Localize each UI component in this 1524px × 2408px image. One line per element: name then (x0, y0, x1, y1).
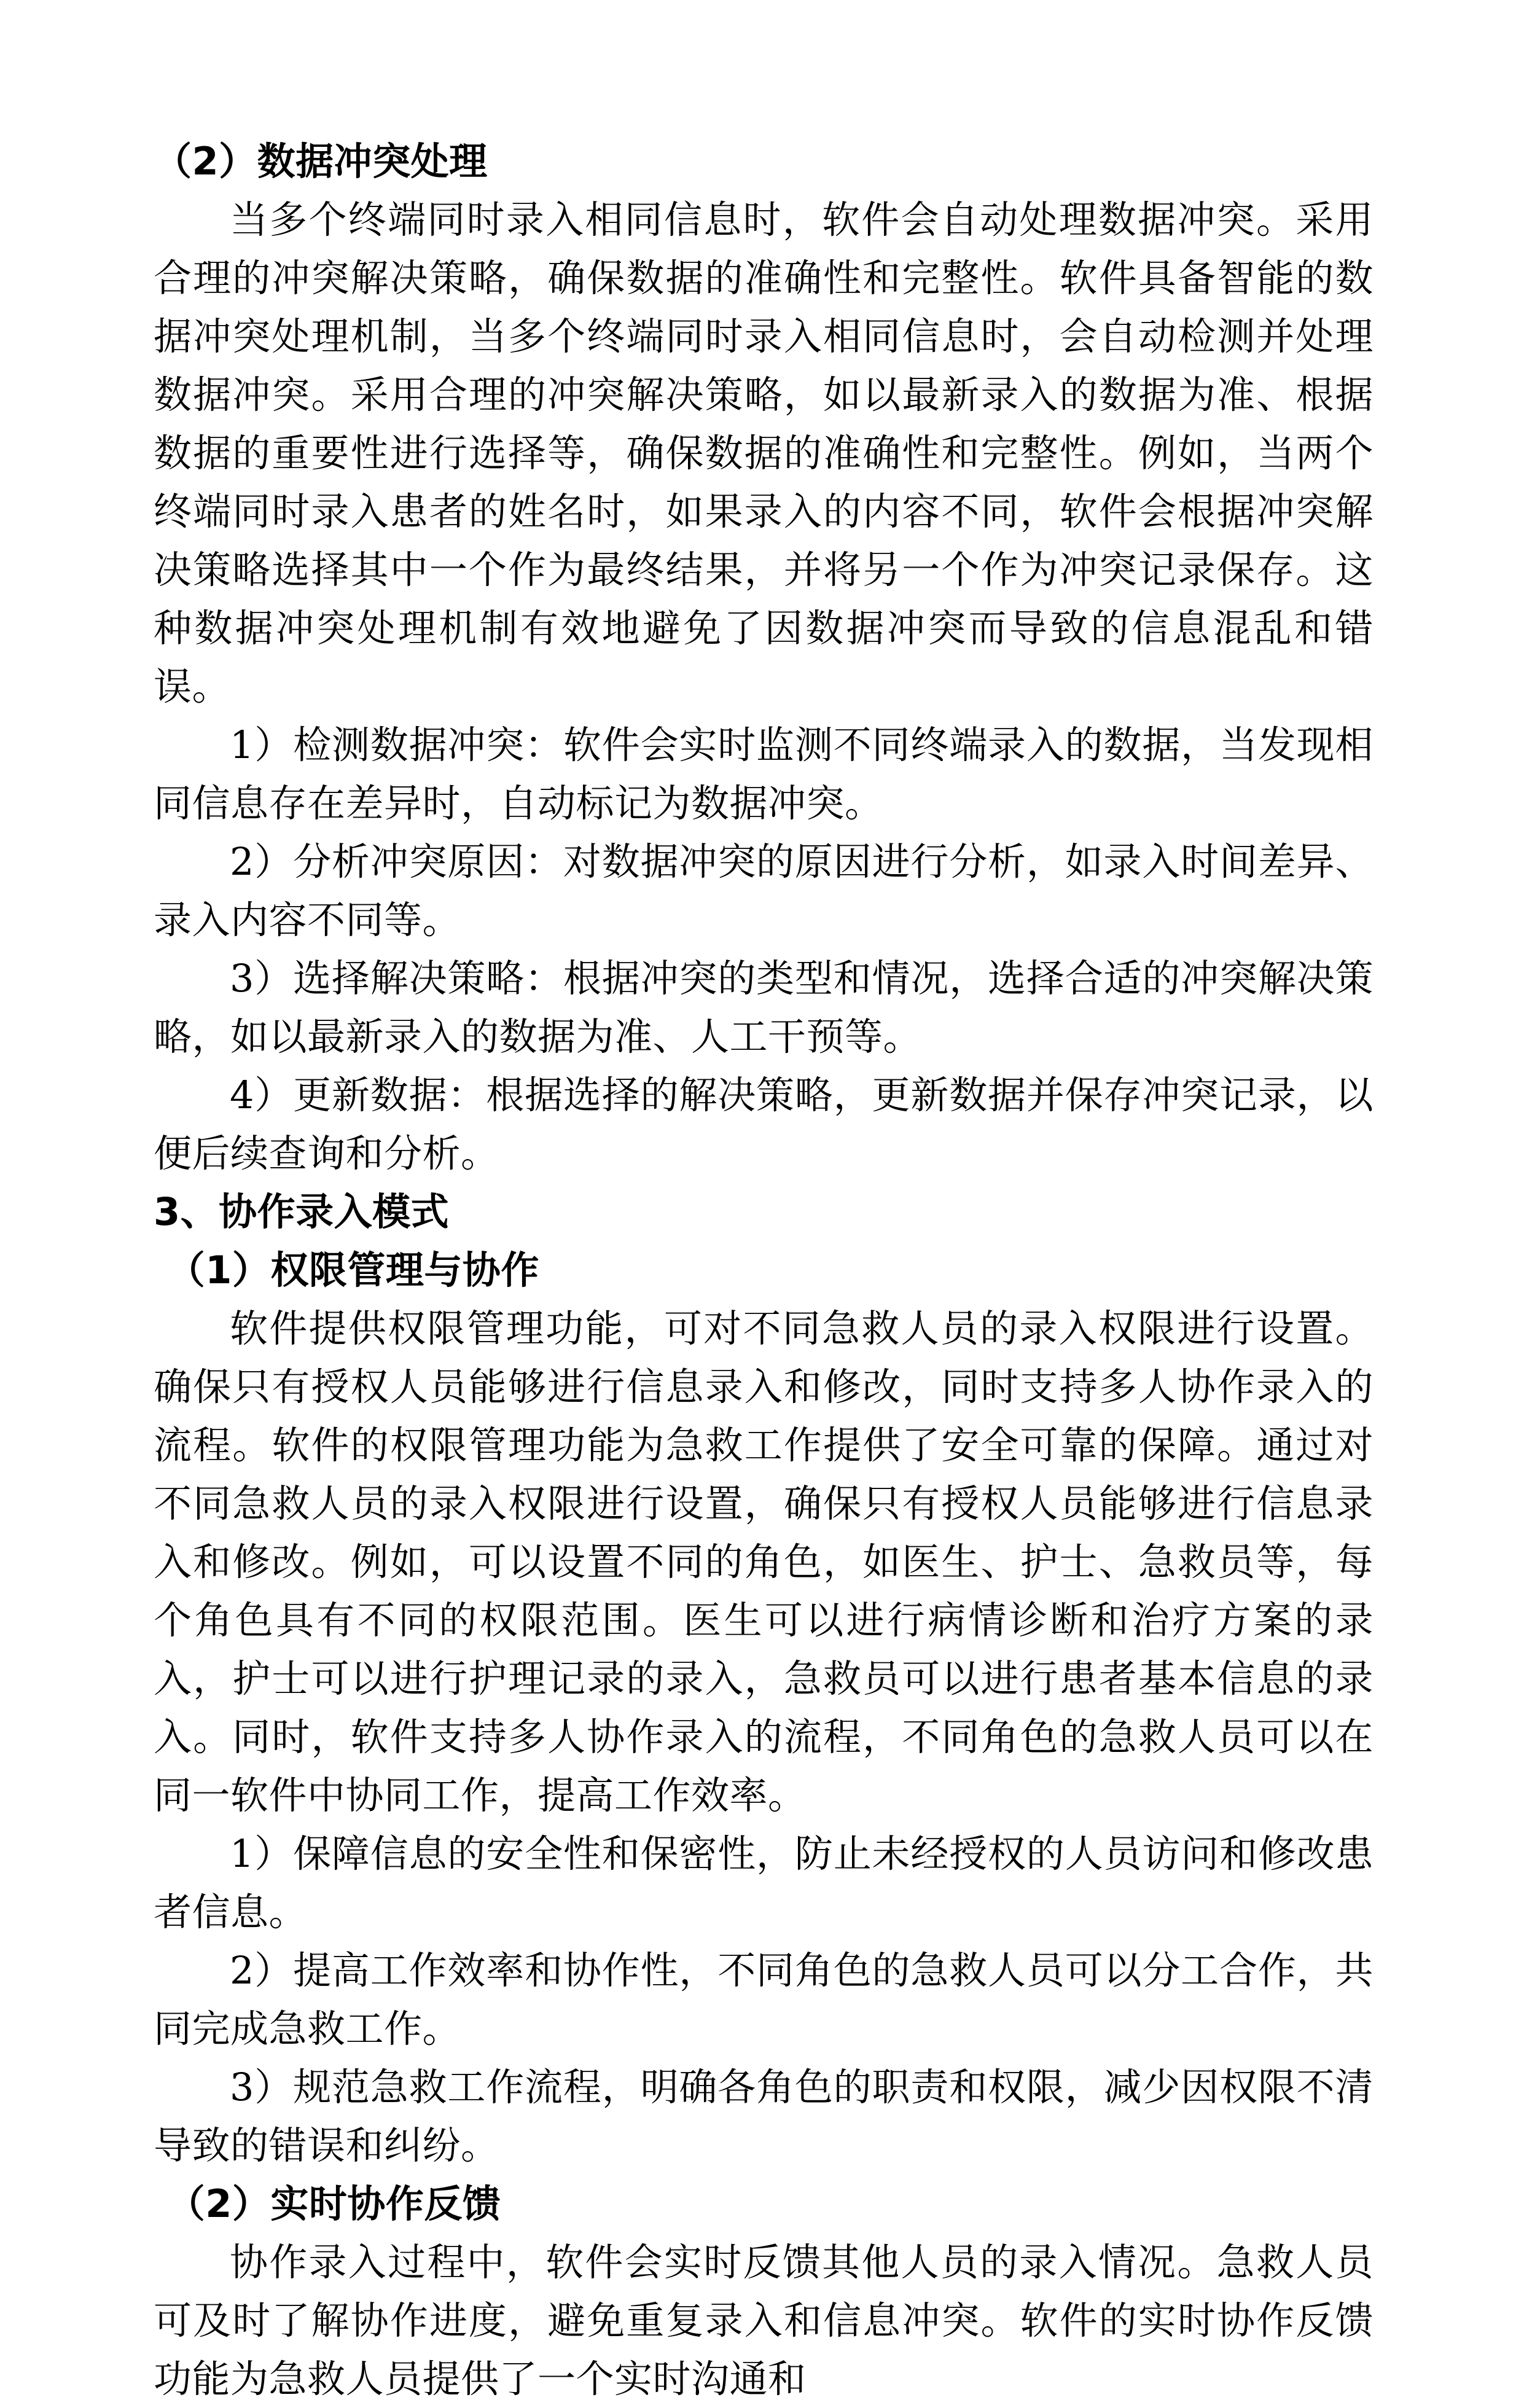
list-item-analyze-cause: 2）分析冲突原因：对数据冲突的原因进行分析，如录入时间差异、录入内容不同等。 (154, 839, 1374, 942)
page-content (154, 132, 1374, 2408)
list-item-work-efficiency: 2）提高工作效率和协作性，不同角色的急救人员可以分工合作，共同完成急救工作。 (154, 1948, 1374, 2051)
paragraph-realtime-feedback-overview: 协作录入过程中，软件会实时反馈其他人员的录入情况。急救人员可及时了解协作进度，避免重复录入和信息冲突。软件的实时协作反馈功能为急救人员提供了一个实时沟通和 (154, 2240, 1374, 2401)
heading-data-conflict-handling: （2）数据冲突处理 (154, 139, 488, 184)
heading-collaborative-entry-mode: 3、协作录入模式 (154, 1189, 450, 1234)
list-item-choose-strategy: 3）选择解决策略：根据冲突的类型和情况，选择合适的冲突解决策略，如以最新录入的数据为准、人工干预等。 (154, 956, 1374, 1059)
heading-realtime-collaboration-feedback: （2）实时协作反馈 (166, 2181, 501, 2226)
heading-permission-management: （1）权限管理与协作 (166, 1248, 539, 1292)
list-item-update-data: 4）更新数据：根据选择的解决策略，更新数据并保存冲突记录，以便后续查询和分析。 (154, 1073, 1374, 1176)
paragraph-permission-overview: 软件提供权限管理功能，可对不同急救人员的录入权限进行设置。确保只有授权人员能够进行信息录入和修改，同时支持多人协作录入的流程。软件的权限管理功能为急救工作提供了安全可靠的保障。通过对不同急救人员的录入权限进行设置，确保只有授权人员能够进行信息录入和修改。例如，可以设置不同的角色，如医生、护士、急救员等，每个角色具有不同的权限范围。医生可以进行病情诊断和治疗方案的录入，护士可以进行护理记录的录入，急救员可以进行患者基本信息的录入。同时，软件支持多人协作录入的流程，不同角色的急救人员可以在同一软件中协同工作，提高工作效率。 (154, 1306, 1374, 1818)
list-item-standardize-workflow: 3）规范急救工作流程，明确各角色的职责和权限，减少因权限不清导致的错误和纠纷。 (154, 2065, 1374, 2168)
list-item-information-security: 1）保障信息的安全性和保密性，防止未经授权的人员访问和修改患者信息。 (154, 1831, 1374, 1934)
paragraph-data-conflict-overview: 当多个终端同时录入相同信息时，软件会自动处理数据冲突。采用合理的冲突解决策略，确保数据的准确性和完整性。软件具备智能的数据冲突处理机制，当多个终端同时录入相同信息时，会自动检测并处理数据冲突。采用合理的冲突解决策略，如以最新录入的数据为准、根据数据的重要性进行选择等，确保数据的准确性和完整性。例如，当两个终端同时录入患者的姓名时，如果录入的内容不同，软件会根据冲突解决策略选择其中一个作为最终结果，并将另一个作为冲突记录保存。这种数据冲突处理机制有效地避免了因数据冲突而导致的信息混乱和错误。 (154, 197, 1374, 709)
list-item-detect-conflict: 1）检测数据冲突：软件会实时监测不同终端录入的数据，当发现相同信息存在差异时，自动标记为数据冲突。 (154, 722, 1374, 826)
